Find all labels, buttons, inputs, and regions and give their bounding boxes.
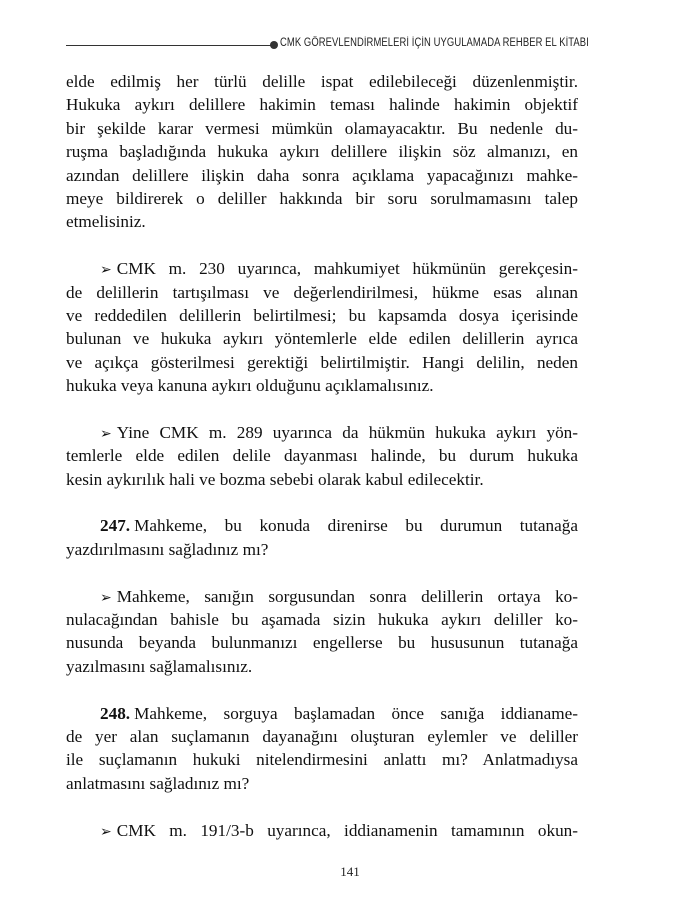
paragraph-gap — [66, 561, 578, 584]
arrow-bullet-icon: ➢ — [100, 262, 112, 279]
line-text: ile suçlamanın hukuki nitelendirmesini anlattı mı? Anlatmadıysa — [66, 750, 578, 770]
text-line — [66, 210, 578, 233]
bullet-paragraph — [66, 819, 578, 842]
line-text: Hukuka aykırı delillere hakimin teması halinde hakimin objektif — [66, 95, 578, 115]
line-text: yazılmasını sağlamalısınız. — [66, 656, 253, 676]
paragraph-gap — [66, 795, 578, 818]
text-line — [66, 702, 578, 725]
line-text: yazdırılmasını sağladınız mı? — [66, 539, 269, 559]
line-text: ve açıkça gösterilmesi gerektiği belirtilmiştir. Hangi delilin, neden — [66, 352, 578, 372]
line-text: temlerle elde edilen delile dayanması halinde, bu durum hukuka — [66, 446, 578, 466]
text-line — [66, 93, 578, 116]
bullet-paragraph — [66, 585, 578, 679]
arrow-bullet-icon: ➢ — [100, 425, 112, 442]
text-line — [66, 374, 578, 397]
line-text: CMK m. 230 uyarınca, mahkumiyet hükmünün gerekçesin- — [116, 259, 578, 279]
text-line — [66, 631, 578, 654]
paragraph-gap — [66, 491, 578, 514]
text-line — [66, 725, 578, 748]
text-line — [66, 819, 578, 842]
line-text: meye bildirerek o deliller hakkında bir soru sorulmamasını talep — [66, 188, 578, 208]
header-rule — [66, 45, 271, 46]
page-body — [66, 70, 578, 842]
text-line — [66, 187, 578, 210]
text-line — [66, 608, 578, 631]
line-text: de delillerin tartışılması ve değerlendirilmesi, hükme esas alınan — [66, 282, 578, 302]
text-line — [66, 70, 578, 93]
line-text: Mahkeme, sorguya başlamadan önce sanığa iddianame- — [134, 703, 578, 723]
page-number: 141 — [340, 864, 360, 879]
line-text: Yine CMK m. 289 uyarınca da hükmün hukuka aykırı yön- — [116, 422, 578, 442]
line-text: nulacağından bahisle bu aşamada sizin hukuka aykırı deliller ko- — [66, 609, 578, 629]
line-text: Mahkeme, bu konuda direnirse bu durumun tutanağa — [134, 516, 578, 536]
line-text: ruşma başladığında hukuka aykırı delillere ilişkin söz almanızı, en — [66, 142, 578, 162]
line-text: nusunda beyanda bulunmanızı engellerse bu hususunun tutanağa — [66, 633, 578, 653]
running-title: CMK GÖREVLENDİRMELERİ İÇİN UYGULAMADA REHBER EL KİTABI — [280, 37, 589, 49]
header-bullet-icon — [270, 41, 278, 49]
line-text: anlatmasını sağladınız mı? — [66, 773, 250, 793]
question-number: 248. — [100, 703, 131, 723]
question-paragraph — [66, 702, 578, 796]
line-text: kesin aykırılık hali ve bozma sebebi olarak kabul edilecektir. — [66, 469, 484, 489]
line-text: azından delillere ilişkin daha sonra açıklama yapacağınızı mahke- — [66, 165, 578, 185]
text-line — [66, 444, 578, 467]
line-text: ve reddedilen delillerin belirtilmesi; bu kapsamda dosya içerisinde — [66, 305, 578, 325]
text-line — [66, 257, 578, 280]
question-number: 247. — [100, 516, 131, 536]
text-line — [66, 117, 578, 140]
paragraph-gap — [66, 234, 578, 257]
arrow-bullet-icon: ➢ — [100, 589, 112, 606]
text-line — [66, 514, 578, 537]
text-line — [66, 351, 578, 374]
line-text: de yer alan suçlamanın dayanağını oluşturan eylemler ve deliller — [66, 726, 578, 746]
line-text: bir şekilde karar vermesi mümkün olamayacaktır. Bu nedenle du- — [66, 118, 578, 138]
line-text: etmelisiniz. — [66, 212, 146, 232]
bullet-paragraph — [66, 257, 578, 397]
line-text: CMK m. 191/3-b uyarınca, iddianamenin tamamının okun- — [116, 820, 578, 840]
text-line — [66, 421, 578, 444]
paragraph — [66, 70, 578, 234]
line-text: elde edilmiş her türlü delille ispat edilebileceği düzenlenmiştir. — [66, 72, 578, 91]
text-line — [66, 585, 578, 608]
text-line — [66, 772, 578, 795]
text-line — [66, 327, 578, 350]
paragraph-gap — [66, 678, 578, 701]
text-line — [66, 281, 578, 304]
text-line — [66, 304, 578, 327]
line-text: hukuka veya kanuna aykırı olduğunu açıklamalısınız. — [66, 376, 434, 396]
text-line — [66, 538, 578, 561]
bullet-paragraph — [66, 421, 578, 491]
running-header — [66, 37, 589, 55]
text-line — [66, 468, 578, 491]
text-line — [66, 164, 578, 187]
text-line — [66, 140, 578, 163]
question-paragraph — [66, 514, 578, 561]
text-line — [66, 655, 578, 678]
line-text: bulunan ve hukuka aykırı yöntemlerle elde edilen delillerin ayrıca — [66, 329, 578, 349]
text-line — [66, 748, 578, 771]
paragraph-gap — [66, 397, 578, 420]
arrow-bullet-icon: ➢ — [100, 823, 112, 840]
line-text: Mahkeme, sanığın sorgusundan sonra delillerin ortaya ko- — [116, 586, 578, 606]
